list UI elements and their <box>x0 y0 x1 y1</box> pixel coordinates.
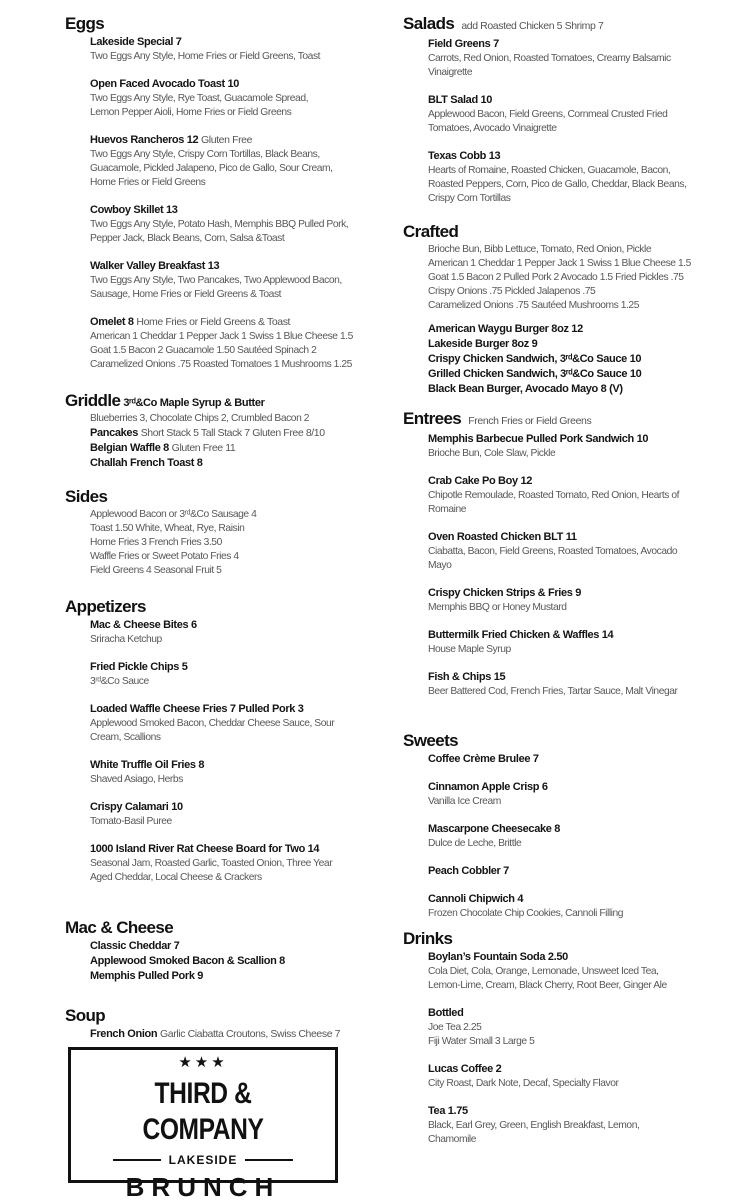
item-name-line <box>90 758 385 773</box>
menu-items <box>428 37 723 206</box>
section-title: Salads <box>403 14 455 33</box>
item-description: Home Fries 3 French Fries 3.50 <box>90 537 222 548</box>
item-note: Gluten Free <box>201 134 253 146</box>
menu-item <box>428 93 723 136</box>
menu-item <box>428 670 723 699</box>
item-description: Home Fries or Field Greens <box>90 177 206 188</box>
item-name-line <box>428 1062 723 1077</box>
menu-item <box>428 1006 723 1049</box>
item-description: Goat 1.5 Bacon 2 Guacamole 1.50 Sautéed Spinach 2 <box>90 345 317 356</box>
item-name: Crispy Calamari 10 <box>90 801 183 813</box>
item-name: Coffee Crème Brulee 7 <box>428 753 539 765</box>
item-name: French Onion <box>90 1028 158 1040</box>
menu-item <box>90 800 385 829</box>
item-name: Texas Cobb 13 <box>428 150 501 162</box>
item-name-line <box>428 93 723 108</box>
menu-section-drinks <box>403 928 723 1160</box>
item-name-line <box>428 1104 723 1119</box>
item-name-line <box>428 37 723 52</box>
item-name-line <box>90 456 385 471</box>
section-title: Griddle <box>65 391 121 410</box>
menu-item <box>90 426 385 441</box>
item-description: Sriracha Ketchup <box>90 634 162 645</box>
menu-item <box>428 474 723 517</box>
menu-items <box>428 752 723 921</box>
menu-section-mac <box>65 917 385 984</box>
logo-location: LAKESIDE <box>168 1153 238 1167</box>
menu-items <box>428 432 723 699</box>
section-title: Drinks <box>403 929 453 948</box>
item-name-line <box>90 441 385 456</box>
item-name-line <box>90 259 385 274</box>
item-name-line <box>90 842 385 857</box>
menu-section-eggs <box>65 13 385 385</box>
item-name: 1000 Island River Rat Cheese Board for Two 14 <box>90 843 320 855</box>
menu-items <box>428 950 723 1147</box>
section-heading <box>65 13 385 35</box>
item-name-line <box>428 1006 723 1021</box>
item-name: Classic Cheddar 7 <box>90 940 180 952</box>
section-heading <box>65 390 385 412</box>
menu-section-entrees <box>403 408 723 712</box>
section-title: Crafted <box>403 222 459 241</box>
menu-item <box>90 456 385 471</box>
item-name-line <box>428 628 723 643</box>
item-name: Mac & Cheese Bites 6 <box>90 619 197 631</box>
section-heading <box>65 917 385 939</box>
menu-section-sides <box>65 486 385 578</box>
item-description: Applewood Bacon, Field Greens, Cornmeal Crusted Fried <box>428 109 668 120</box>
menu-item <box>90 702 385 745</box>
menu-item <box>90 259 385 302</box>
item-name: Belgian Waffle 8 <box>90 442 169 454</box>
menu-items <box>90 1027 385 1042</box>
item-name-line <box>90 315 385 330</box>
menu-item <box>428 1062 723 1091</box>
item-name: Bottled <box>428 1007 464 1019</box>
item-name: Walker Valley Breakfast 13 <box>90 260 220 272</box>
section-title: Sides <box>65 487 108 506</box>
menu-item <box>428 586 723 615</box>
item-name: Open Faced Avocado Toast 10 <box>90 78 240 90</box>
menu-item <box>428 864 723 879</box>
item-description: Mayo <box>428 560 452 571</box>
menu-item <box>90 842 385 885</box>
item-name: Peach Cobbler 7 <box>428 865 509 877</box>
item-name: Lucas Coffee 2 <box>428 1063 502 1075</box>
item-description: Two Eggs Any Style, Potato Hash, Memphis BBQ Pulled Pork, <box>90 219 349 230</box>
section-title: Eggs <box>65 14 105 33</box>
menu-item <box>428 628 723 657</box>
item-note: Home Fries or Field Greens & Toast <box>136 316 291 328</box>
menu-item <box>90 35 385 64</box>
item-description: American 1 Cheddar 1 Pepper Jack 1 Swiss 1 Blue Cheese 1.5 <box>90 331 353 342</box>
item-description: Lemon Pepper Aioli, Home Fries or Field Greens <box>90 107 292 118</box>
menu-item <box>428 382 723 397</box>
item-name: Loaded Waffle Cheese Fries 7 Pulled Pork 3 <box>90 703 304 715</box>
item-description: Cola Diet, Cola, Orange, Lemonade, Unsweet Iced Tea, <box>428 966 659 977</box>
menu-section-sweets <box>403 730 723 934</box>
section-title: Mac & Cheese <box>65 918 174 937</box>
item-description: Pepper Jack, Black Beans, Corn, Salsa &Toast <box>90 233 285 244</box>
section-title: Appetizers <box>65 597 146 616</box>
menu-items <box>90 939 385 984</box>
item-name-line <box>90 939 385 954</box>
menu-item <box>90 954 385 969</box>
item-name: Boylan’s Fountain Soda 2.50 <box>428 951 568 963</box>
item-name: Lakeside Burger 8oz 9 <box>428 338 538 350</box>
item-description: Two Eggs Any Style, Two Pancakes, Two Applewood Bacon, <box>90 275 342 286</box>
menu-item <box>428 367 723 382</box>
section-heading <box>65 486 385 508</box>
item-name: Cinnamon Apple Crisp 6 <box>428 781 548 793</box>
menu-item <box>428 337 723 352</box>
item-name: Huevos Rancheros 12 <box>90 134 199 146</box>
item-name-line <box>428 149 723 164</box>
item-name-line <box>428 367 723 382</box>
item-name-line <box>428 780 723 795</box>
menu-item <box>428 822 723 851</box>
item-description: Carrots, Red Onion, Roasted Tomatoes, Creamy Balsamic <box>428 53 671 64</box>
divider <box>113 1159 161 1161</box>
item-name: Oven Roasted Chicken BLT 11 <box>428 531 577 543</box>
section-note: French Fries or Field Greens <box>468 415 592 427</box>
item-name: Crab Cake Po Boy 12 <box>428 475 533 487</box>
menu-item <box>90 1027 385 1042</box>
divider <box>245 1159 293 1161</box>
item-name-line <box>90 203 385 218</box>
menu-item <box>90 133 385 190</box>
item-description: Two Eggs Any Style, Home Fries or Field Greens, Toast <box>90 51 321 62</box>
menu-section-appetizers <box>65 596 385 898</box>
item-name-line <box>428 752 723 767</box>
item-name-line <box>428 382 723 397</box>
section-heading <box>403 928 723 950</box>
item-description: Applewood Bacon or 3ʳᵈ&Co Sausage 4 <box>90 509 257 520</box>
section-title: Sweets <box>403 731 458 750</box>
item-description: Chamomile <box>428 1134 477 1145</box>
item-description: Chipotle Remoulade, Roasted Tomato, Red Onion, Hearts of <box>428 490 680 501</box>
item-name-line <box>90 35 385 50</box>
item-description: Tomatoes, Avocado Vinaigrette <box>428 123 557 134</box>
menu-section-crafted <box>403 221 723 397</box>
item-description: Memphis BBQ or Honey Mustard <box>428 602 567 613</box>
item-name-line <box>428 474 723 489</box>
menu-item <box>428 530 723 573</box>
item-name-line <box>90 77 385 92</box>
item-name-line <box>428 864 723 879</box>
item-description: Blueberries 3, Chocolate Chips 2, Crumbled Bacon 2 <box>90 413 310 424</box>
item-description: Seasonal Jam, Roasted Garlic, Toasted Onion, Three Year <box>90 858 333 869</box>
item-description: Ciabatta, Bacon, Field Greens, Roasted Tomatoes, Avocado <box>428 546 678 557</box>
item-note: Short Stack 5 Tall Stack 7 Gluten Free 8/10 <box>140 427 325 439</box>
item-description: Waffle Fries or Sweet Potato Fries 4 <box>90 551 239 562</box>
menu-item <box>428 352 723 367</box>
item-description: Roasted Peppers, Corn, Pico de Gallo, Cheddar, Black Beans, <box>428 179 687 190</box>
item-description: 3ʳᵈ&Co Sauce <box>90 676 149 687</box>
item-name-line <box>428 670 723 685</box>
item-name-line <box>90 1027 385 1042</box>
item-description: Tomato-Basil Puree <box>90 816 172 827</box>
item-name: Crispy Chicken Sandwich, 3ʳᵈ&Co Sauce 10 <box>428 353 642 365</box>
section-note: add Roasted Chicken 5 Shrimp 7 <box>461 20 604 32</box>
item-description: Applewood Smoked Bacon, Cheddar Cheese Sauce, Sour <box>90 718 335 729</box>
logo-location-row <box>71 1152 335 1168</box>
restaurant-logo <box>68 1047 338 1202</box>
menu-item <box>90 412 385 426</box>
item-name-line <box>90 969 385 984</box>
section-heading <box>65 596 385 618</box>
item-name-line <box>90 133 385 148</box>
item-description: Brioche Bun, Cole Slaw, Pickle <box>428 448 556 459</box>
menu-item <box>428 892 723 921</box>
intro-line: Crispy Onions .75 Pickled Jalapenos .75 <box>428 286 596 297</box>
item-name: White Truffle Oil Fries 8 <box>90 759 205 771</box>
logo-meal: BRUNCH <box>125 1172 281 1202</box>
item-name: Memphis Pulled Pork 9 <box>90 970 204 982</box>
logo-brand-name: THIRD & COMPANY <box>142 1077 264 1146</box>
item-name: Fried Pickle Chips 5 <box>90 661 188 673</box>
menu-item <box>90 315 385 372</box>
menu-item <box>90 939 385 954</box>
item-description: Two Eggs Any Style, Rye Toast, Guacamole Spread, <box>90 93 309 104</box>
section-title: Entrees <box>403 409 462 428</box>
menu-item <box>428 322 723 337</box>
menu-item <box>90 77 385 120</box>
menu-item <box>428 149 723 206</box>
section-heading <box>403 221 723 243</box>
item-name-line <box>90 702 385 717</box>
item-name: Applewood Smoked Bacon & Scallion 8 <box>90 955 285 967</box>
menu-section-salads <box>403 13 723 219</box>
item-description: Black, Earl Grey, Green, English Breakfast, Lemon, <box>428 1120 640 1131</box>
menu-item <box>428 37 723 80</box>
menu-item <box>90 508 385 522</box>
menu-item <box>428 432 723 461</box>
item-name-line <box>428 337 723 352</box>
section-intro <box>428 243 723 313</box>
item-name: Memphis Barbecue Pulled Pork Sandwich 10 <box>428 433 649 445</box>
menu-item <box>90 441 385 456</box>
item-name-line <box>428 322 723 337</box>
item-description: Guacamole, Pickled Jalapeno, Pico de Gallo, Sour Cream, <box>90 163 333 174</box>
intro-line: Brioche Bun, Bibb Lettuce, Tomato, Red Onion, Pickle <box>428 244 652 255</box>
item-description: Lemon-Lime, Cream, Black Cherry, Root Beer, Ginger Ale <box>428 980 667 991</box>
item-name: Omelet 8 <box>90 316 134 328</box>
intro-line: Caramelized Onions .75 Sautéed Mushrooms 1.25 <box>428 300 639 311</box>
item-name: Pancakes <box>90 427 138 439</box>
item-name: Fish & Chips 15 <box>428 671 506 683</box>
section-heading <box>65 1005 385 1027</box>
section-title: Soup <box>65 1006 106 1025</box>
item-name-line <box>428 822 723 837</box>
item-name: Buttermilk Fried Chicken & Waffles 14 <box>428 629 614 641</box>
menu-item <box>90 969 385 984</box>
item-description: Joe Tea 2.25 <box>428 1022 482 1033</box>
item-name: Challah French Toast 8 <box>90 457 203 469</box>
item-name: American Waygu Burger 8oz 12 <box>428 323 583 335</box>
item-description: Toast 1.50 White, Wheat, Rye, Raisin <box>90 523 245 534</box>
item-name-line <box>90 800 385 815</box>
item-description: Two Eggs Any Style, Crispy Corn Tortillas, Black Beans, <box>90 149 320 160</box>
item-description: Field Greens 4 Seasonal Fruit 5 <box>90 565 222 576</box>
item-name-line <box>90 618 385 633</box>
item-note: Gluten Free 11 <box>171 442 236 454</box>
item-name: Cannoli Chipwich 4 <box>428 893 524 905</box>
menu-item <box>428 950 723 993</box>
menu-item <box>90 660 385 689</box>
intro-line: Goat 1.5 Bacon 2 Pulled Pork 2 Avocado 1.5 Fried Pickles .75 <box>428 272 684 283</box>
item-name-line <box>428 950 723 965</box>
item-description: Shaved Asiago, Herbs <box>90 774 183 785</box>
item-description: Beer Battered Cod, French Fries, Tartar Sauce, Malt Vinegar <box>428 686 678 697</box>
menu-items <box>428 322 723 397</box>
item-name-line <box>428 586 723 601</box>
section-heading <box>403 730 723 752</box>
item-name: Mascarpone Cheesecake 8 <box>428 823 560 835</box>
item-description: House Maple Syrup <box>428 644 511 655</box>
menu-section-soup <box>65 1005 385 1042</box>
item-description: Fiji Water Small 3 Large 5 <box>428 1036 535 1047</box>
menu-item <box>90 522 385 578</box>
menu-item <box>90 758 385 787</box>
menu-item <box>428 752 723 767</box>
item-name-line <box>90 660 385 675</box>
item-note: Garlic Ciabatta Croutons, Swiss Cheese 7 <box>160 1028 341 1040</box>
menu-item <box>428 1104 723 1147</box>
item-description: Vinaigrette <box>428 67 473 78</box>
intro-line: American 1 Cheddar 1 Pepper Jack 1 Swiss 1 Blue Cheese 1.5 <box>428 258 691 269</box>
item-name: Lakeside Special 7 <box>90 36 182 48</box>
menu-items <box>90 412 385 471</box>
item-name-line <box>428 352 723 367</box>
item-description: Hearts of Romaine, Roasted Chicken, Guacamole, Bacon, <box>428 165 671 176</box>
item-name: Crispy Chicken Strips & Fries 9 <box>428 587 581 599</box>
menu-item <box>90 203 385 246</box>
item-description: Crispy Corn Tortillas <box>428 193 511 204</box>
item-name: Tea 1.75 <box>428 1105 468 1117</box>
item-name-line <box>90 426 385 441</box>
item-description: Vanilla Ice Cream <box>428 796 501 807</box>
menu-items <box>90 35 385 372</box>
item-description: Cream, Scallions <box>90 732 161 743</box>
menu-items <box>90 618 385 885</box>
item-description: Dulce de Leche, Brittle <box>428 838 522 849</box>
menu-item <box>428 780 723 809</box>
item-name-line <box>428 432 723 447</box>
item-description: City Roast, Dark Note, Decaf, Specialty Flavor <box>428 1078 619 1089</box>
item-name-line <box>90 954 385 969</box>
item-name-line <box>428 892 723 907</box>
menu-item <box>90 618 385 647</box>
item-description: Caramelized Onions .75 Roasted Tomatoes 1 Mushrooms 1.25 <box>90 359 352 370</box>
item-name: Grilled Chicken Sandwich, 3ʳᵈ&Co Sauce 10 <box>428 368 642 380</box>
item-name: Black Bean Burger, Avocado Mayo 8 (V) <box>428 383 623 395</box>
section-heading <box>403 13 723 37</box>
item-name: Field Greens 7 <box>428 38 499 50</box>
section-heading <box>403 408 723 432</box>
menu-items <box>90 508 385 578</box>
item-description: Romaine <box>428 504 467 515</box>
item-name-line <box>428 530 723 545</box>
item-description: Aged Cheddar, Local Cheese & Crackers <box>90 872 262 883</box>
stars-icon: ★★★ <box>178 1054 228 1071</box>
section-note: 3ʳᵈ&Co Maple Syrup & Butter <box>123 397 265 409</box>
item-name: Cowboy Skillet 13 <box>90 204 178 216</box>
item-name: BLT Salad 10 <box>428 94 493 106</box>
item-description: Sausage, Home Fries or Field Greens & Toast <box>90 289 282 300</box>
menu-section-griddle <box>65 390 385 471</box>
item-description: Frozen Chocolate Chip Cookies, Cannoli Filling <box>428 908 624 919</box>
